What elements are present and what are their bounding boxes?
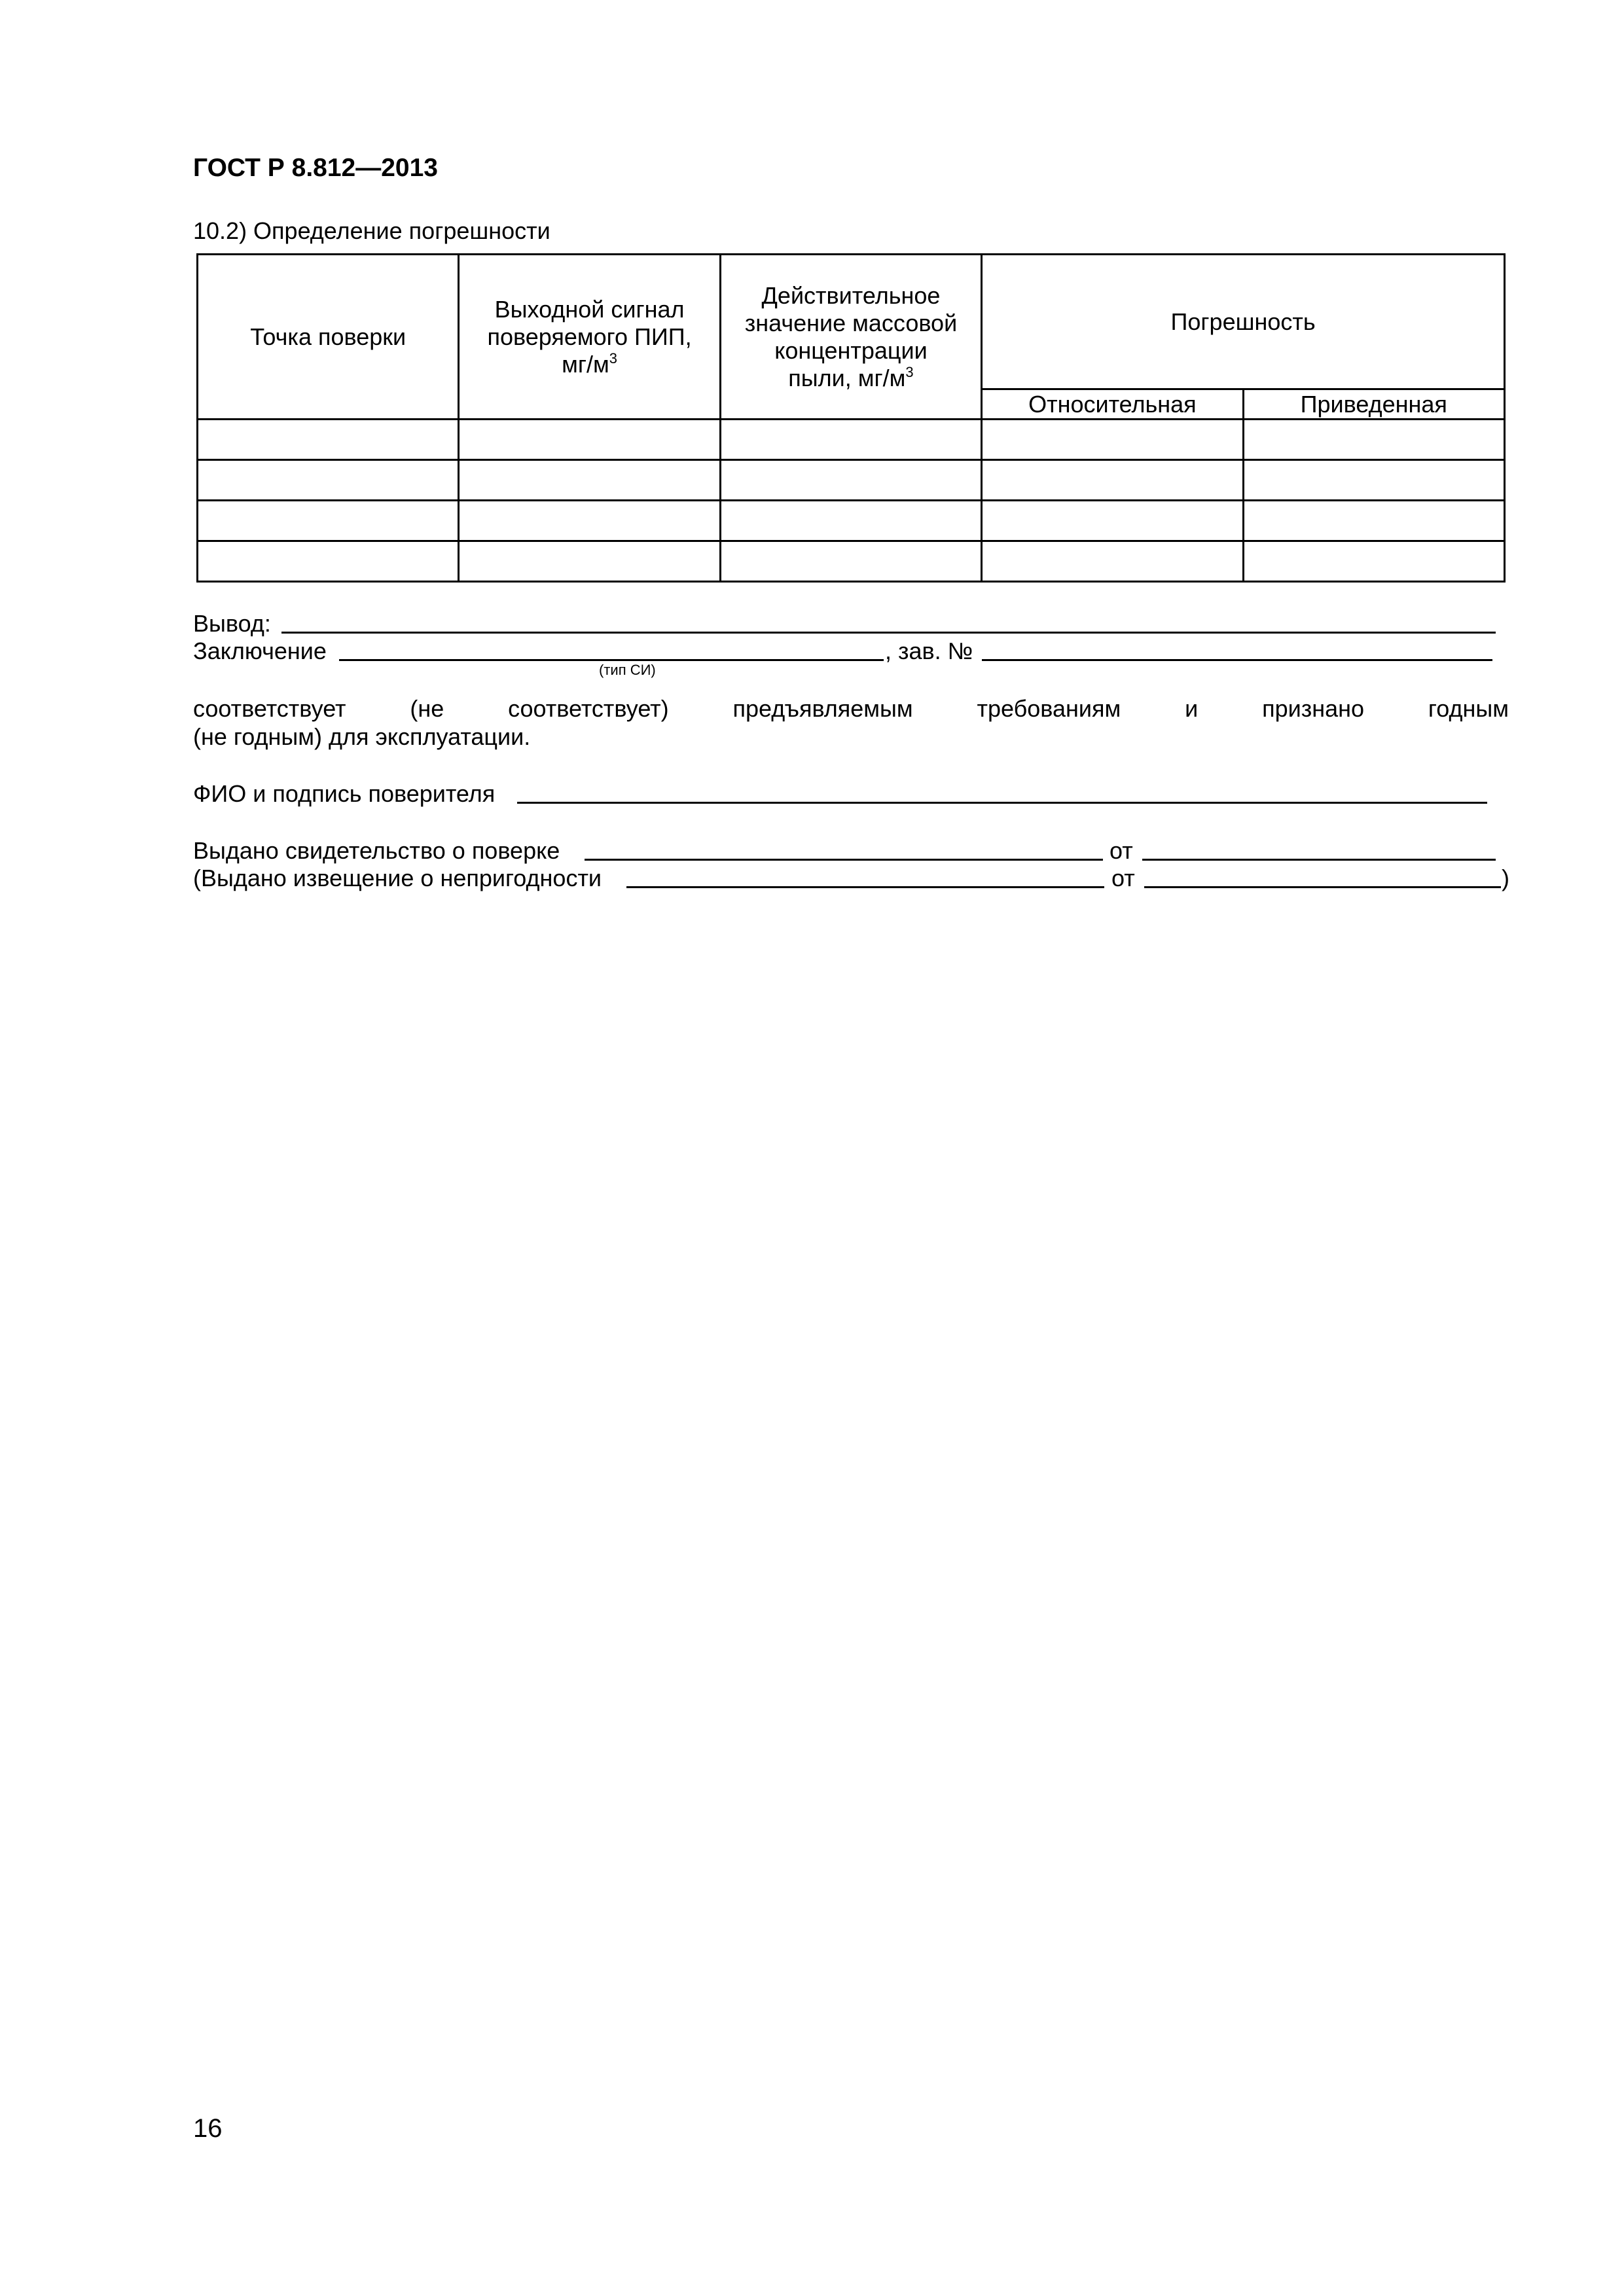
- unfitness-notice-label: (Выдано извещение о непригодности: [193, 865, 602, 891]
- table-row: [198, 541, 1505, 582]
- table-cell[interactable]: [459, 460, 720, 501]
- section-heading: 10.2) Определение погрешности: [193, 217, 550, 244]
- certificate-label: Выдано свидетельство о поверке: [193, 837, 560, 864]
- table-cell[interactable]: [982, 541, 1243, 582]
- compliance-word: требованиям: [977, 695, 1121, 722]
- verifier-signature-line[interactable]: [517, 802, 1487, 804]
- table-row: [198, 420, 1505, 460]
- header-reduced: Приведенная: [1243, 389, 1504, 420]
- table-cell[interactable]: [720, 501, 981, 541]
- table-cell[interactable]: [459, 420, 720, 460]
- notice-from-label: от: [1111, 865, 1135, 891]
- compliance-word: предъявляемым: [732, 695, 913, 722]
- table-cell[interactable]: [720, 541, 981, 582]
- compliance-word: (не: [410, 695, 444, 722]
- table-cell[interactable]: [459, 501, 720, 541]
- certificate-number-line[interactable]: [585, 859, 1103, 861]
- certificate-from-label: от: [1110, 837, 1133, 864]
- instrument-type-caption: (тип СИ): [599, 662, 656, 678]
- conclusion-line[interactable]: [281, 632, 1496, 634]
- table-cell[interactable]: [982, 460, 1243, 501]
- instrument-type-line[interactable]: [339, 659, 884, 661]
- table-cell[interactable]: [1243, 420, 1504, 460]
- table-cell[interactable]: [1243, 460, 1504, 501]
- table-cell[interactable]: [982, 420, 1243, 460]
- error-table: [196, 253, 1506, 583]
- table-cell[interactable]: [198, 460, 459, 501]
- compliance-word: соответствует): [508, 695, 669, 722]
- closing-paren: ): [1502, 865, 1509, 891]
- table-cell[interactable]: [198, 541, 459, 582]
- conclusion-label: Вывод:: [193, 610, 271, 637]
- compliance-word: годным: [1428, 695, 1509, 722]
- table-row: [198, 460, 1505, 501]
- verdict-label: Заключение: [193, 637, 327, 664]
- table-cell[interactable]: [1243, 501, 1504, 541]
- header-relative: Относительная: [982, 389, 1243, 420]
- table-cell[interactable]: [198, 501, 459, 541]
- compliance-word: соответствует: [193, 695, 346, 722]
- table-cell[interactable]: [982, 501, 1243, 541]
- compliance-statement: [193, 696, 1509, 722]
- verifier-label: ФИО и подпись поверителя: [193, 780, 496, 807]
- table-cell[interactable]: [198, 420, 459, 460]
- compliance-word: и: [1185, 695, 1199, 722]
- serial-number-label: , зав. №: [885, 637, 973, 664]
- header-output-signal: Выходной сигнал поверяемого ПИП, $мг/м^3$: [459, 255, 720, 420]
- table-cell[interactable]: [459, 541, 720, 582]
- compliance-word: признано: [1262, 695, 1365, 722]
- header-verification-point: Точка поверки: [198, 255, 459, 420]
- certificate-date-line[interactable]: [1142, 859, 1496, 861]
- notice-date-line[interactable]: [1144, 886, 1501, 888]
- table-cell[interactable]: [720, 420, 981, 460]
- table-row: [198, 501, 1505, 541]
- document-title: ГОСТ Р 8.812—2013: [193, 154, 438, 182]
- table-cell[interactable]: [1243, 541, 1504, 582]
- page-number: 16: [193, 2114, 223, 2143]
- notice-number-line[interactable]: [626, 886, 1104, 888]
- compliance-statement-cont: (не годным) для эксплуатации.: [193, 723, 531, 750]
- header-actual-value: Действительное значение массовой концентрации пыли, $мг/м^3$: [720, 255, 981, 420]
- header-error: Погрешность: [982, 255, 1505, 389]
- serial-number-line[interactable]: [982, 659, 1492, 661]
- table-cell[interactable]: [720, 460, 981, 501]
